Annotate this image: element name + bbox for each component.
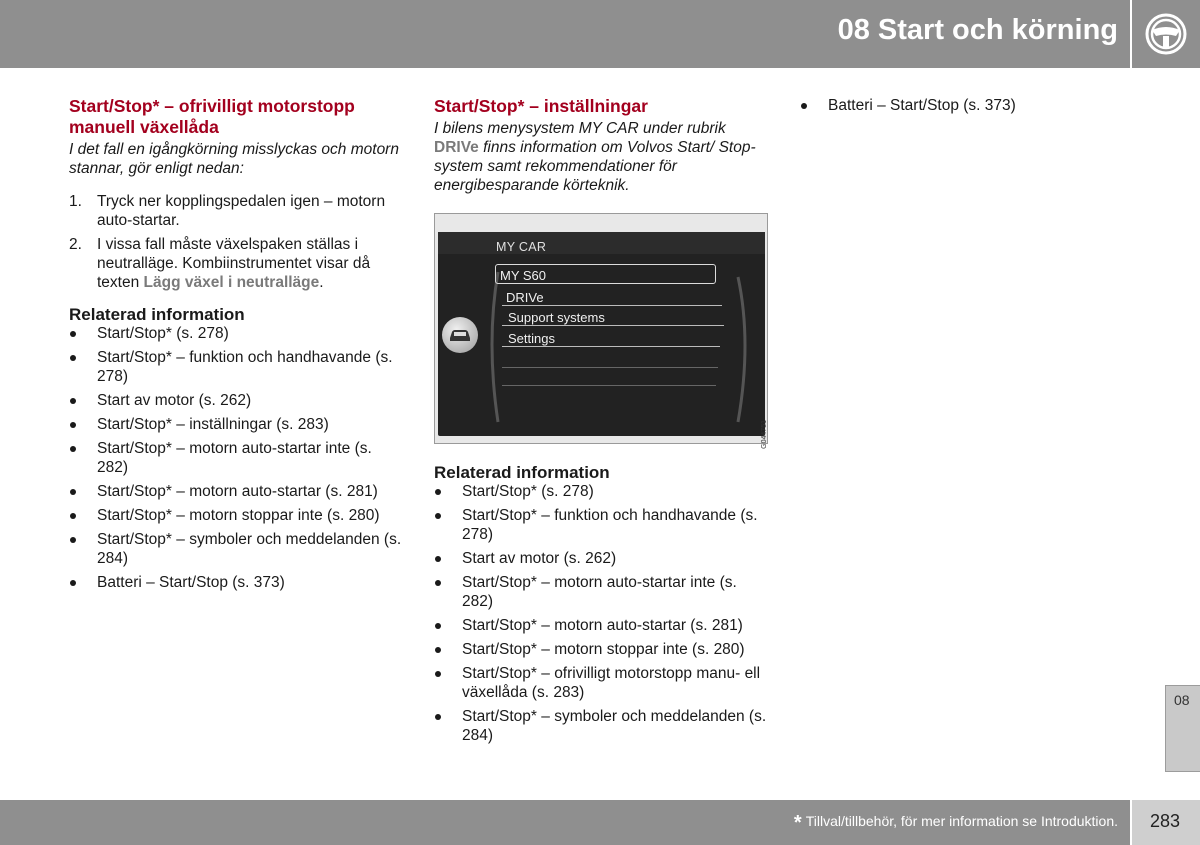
menu-divider <box>502 305 722 306</box>
related-link[interactable]: Start/Stop* – motorn stoppar inte (s. 280) <box>97 507 380 524</box>
bullet-icon <box>435 489 441 495</box>
section-title-settings: Start/Stop* – inställningar <box>434 96 648 116</box>
bullet-icon <box>435 714 441 720</box>
related-item[interactable] <box>69 506 404 525</box>
related-link[interactable]: Start/Stop* (s. 278) <box>462 483 594 500</box>
related-heading: Relaterad information <box>434 463 610 482</box>
menu-divider <box>502 325 724 326</box>
figure-code: G044751 <box>761 420 768 449</box>
related-link[interactable]: Start/Stop* – funktion och handhavande (s. 278) <box>462 507 758 543</box>
related-link[interactable]: Start/Stop* – motorn auto-startar inte (s. 282) <box>97 440 372 476</box>
footnote <box>794 812 1118 835</box>
page-header <box>0 0 1130 68</box>
step-item <box>69 192 404 230</box>
related-item[interactable] <box>69 439 404 477</box>
related-item[interactable] <box>69 324 404 343</box>
page-footer <box>0 800 1130 845</box>
intro-text-end: finns information om Volvos Start/ Stop-system samt rekommendationer för energibesparande körteknik. <box>434 139 756 194</box>
related-link[interactable]: Start/Stop* (s. 278) <box>97 325 229 342</box>
related-heading: Relaterad information <box>69 305 245 324</box>
display-message-text: Lägg växel i neutralläge <box>143 274 320 291</box>
bullet-icon <box>70 446 76 452</box>
related-item[interactable] <box>434 506 770 544</box>
menu-divider <box>502 385 716 386</box>
section-title-manual-stall: Start/Stop* – ofrivilligt motorstopp manuell växellåda <box>69 96 355 137</box>
related-link[interactable]: Start/Stop* – motorn auto-startar (s. 281) <box>97 483 378 500</box>
bullet-icon <box>70 580 76 586</box>
bullet-icon <box>70 513 76 519</box>
related-link[interactable]: Start/Stop* – ofrivilligt motorstopp manu- ell växellåda (s. 283) <box>462 665 761 701</box>
related-list <box>434 482 770 745</box>
related-list <box>69 324 404 592</box>
section-intro: I det fall en igångkörning misslyckas och motorn stannar, gör enligt nedan: <box>69 141 399 177</box>
related-link[interactable]: Batteri – Start/Stop (s. 373) <box>828 97 1016 114</box>
related-item[interactable] <box>69 348 404 386</box>
step-number: 1. <box>69 193 82 210</box>
chapter-side-tab[interactable] <box>1165 685 1200 772</box>
related-item[interactable] <box>434 707 770 745</box>
car-icon <box>442 317 478 353</box>
related-item[interactable] <box>434 482 770 501</box>
related-link[interactable]: Start/Stop* – symboler och meddelanden (s. 284) <box>462 708 767 744</box>
page-number-box <box>1132 800 1200 845</box>
related-link[interactable]: Start/Stop* – motorn stoppar inte (s. 280) <box>462 641 745 658</box>
bullet-icon <box>435 513 441 519</box>
bullet-icon <box>70 331 76 337</box>
related-link[interactable]: Start/Stop* – funktion och handhavande (s. 278) <box>97 349 393 385</box>
bullet-icon <box>435 580 441 586</box>
bullet-icon <box>435 647 441 653</box>
bullet-icon <box>801 103 807 109</box>
related-link[interactable]: Start av motor (s. 262) <box>462 550 617 567</box>
step-text: I vissa fall måste växelspaken ställas i neutralläge. Kombiinstrumentet visar då texten <box>97 236 371 291</box>
related-item[interactable] <box>434 616 770 635</box>
related-item[interactable] <box>69 482 404 501</box>
bullet-icon <box>70 355 76 361</box>
step-number: 2. <box>69 236 82 253</box>
bullet-icon <box>70 398 76 404</box>
steps-list <box>69 192 404 292</box>
bullet-icon <box>70 537 76 543</box>
bullet-icon <box>70 489 76 495</box>
bullet-icon <box>435 556 441 562</box>
related-item[interactable] <box>69 530 404 568</box>
related-link[interactable]: Start av motor (s. 262) <box>97 392 252 409</box>
steering-wheel-icon <box>1143 12 1189 56</box>
related-item[interactable] <box>434 640 770 659</box>
step-text-end: . <box>319 274 324 291</box>
related-link[interactable]: Start/Stop* – motorn auto-startar (s. 281) <box>462 617 743 634</box>
bullet-icon <box>435 623 441 629</box>
related-link[interactable]: Batteri – Start/Stop (s. 373) <box>97 574 285 591</box>
related-item[interactable] <box>800 96 1130 115</box>
page-number: 283 <box>1150 811 1181 831</box>
bullet-icon <box>70 422 76 428</box>
footnote-star: * <box>793 812 802 834</box>
related-item[interactable] <box>434 664 770 702</box>
menu-item-my-s60[interactable]: MY S60 <box>500 268 547 283</box>
menu-item-settings[interactable]: Settings <box>508 331 555 346</box>
step-text: Tryck ner kopplingspedalen igen – motorn auto-startar. <box>97 193 386 229</box>
chapter-icon-box <box>1132 0 1200 68</box>
chapter-title: 08 Start och körning <box>837 14 1118 46</box>
menu-item-drive[interactable]: DRIVe <box>506 290 544 305</box>
related-link[interactable]: Start/Stop* – symboler och meddelanden (s. 284) <box>97 531 402 567</box>
intro-text: I bilens menysystem MY CAR under rubrik <box>434 120 726 137</box>
side-tab-label: 08 <box>1174 692 1190 708</box>
menu-divider <box>502 346 720 347</box>
related-item[interactable] <box>69 391 404 410</box>
section-intro <box>434 119 770 195</box>
screen-figure <box>434 213 768 449</box>
column-3 <box>800 96 1130 120</box>
related-item[interactable] <box>434 549 770 568</box>
menu-item-support-systems[interactable]: Support systems <box>508 310 605 325</box>
car-display-screen <box>438 232 768 449</box>
column-2 <box>434 96 770 750</box>
menu-divider <box>502 367 718 368</box>
screen-title: MY CAR <box>496 240 547 254</box>
step-item <box>69 235 404 292</box>
related-link[interactable]: Start/Stop* – motorn auto-startar inte (s. 282) <box>462 574 737 610</box>
bullet-icon <box>435 671 441 677</box>
related-item[interactable] <box>69 415 404 434</box>
related-item[interactable] <box>69 573 404 592</box>
related-list <box>800 96 1130 115</box>
column-1 <box>69 96 404 597</box>
footnote-text: Tillval/tillbehör, för mer information se Introduktion. <box>805 813 1118 829</box>
related-item[interactable] <box>434 573 770 611</box>
related-link[interactable]: Start/Stop* – inställningar (s. 283) <box>97 416 329 433</box>
drive-menu-name: DRIVe <box>434 139 479 156</box>
screen-frame-arcs <box>438 232 765 436</box>
